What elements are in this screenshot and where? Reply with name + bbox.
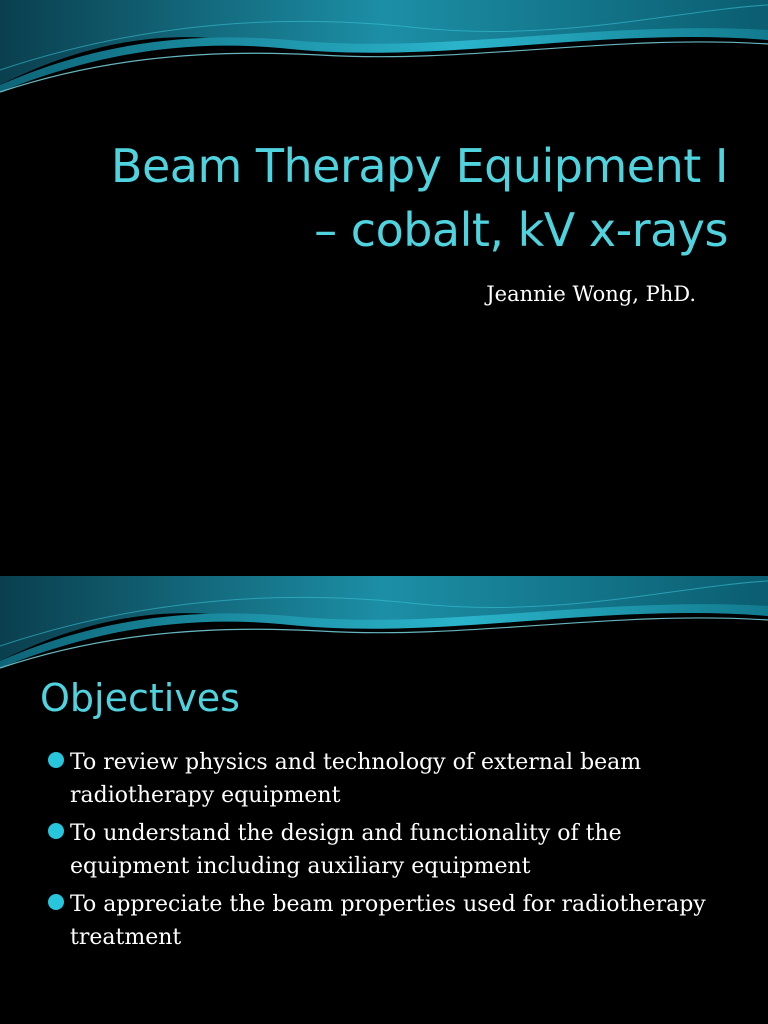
objectives-slide: [0, 576, 768, 1024]
title-line-1: Beam Therapy Equipment I: [110, 139, 728, 193]
bullet-dot-icon: [48, 894, 64, 910]
list-item: [48, 817, 728, 883]
bullet-text: To review physics and technology of external beam radiotherapy equipment: [70, 750, 642, 808]
header-wave-decoration: [0, 0, 768, 110]
slide-title: Objectives: [40, 676, 240, 720]
author-subtitle: Jeannie Wong, PhD.: [486, 282, 696, 306]
bullet-dot-icon: [48, 752, 64, 768]
slide-title: [28, 134, 728, 262]
bullet-text: To appreciate the beam properties used for radiotherapy treatment: [70, 892, 706, 950]
objectives-list: [48, 746, 728, 959]
list-item: [48, 888, 728, 954]
list-item: [48, 746, 728, 812]
header-wave-decoration: [0, 576, 768, 686]
title-line-2: – cobalt, kV x-rays: [314, 203, 728, 257]
bullet-dot-icon: [48, 823, 64, 839]
bullet-text: To understand the design and functionality of the equipment including auxiliary equipment: [70, 821, 622, 879]
